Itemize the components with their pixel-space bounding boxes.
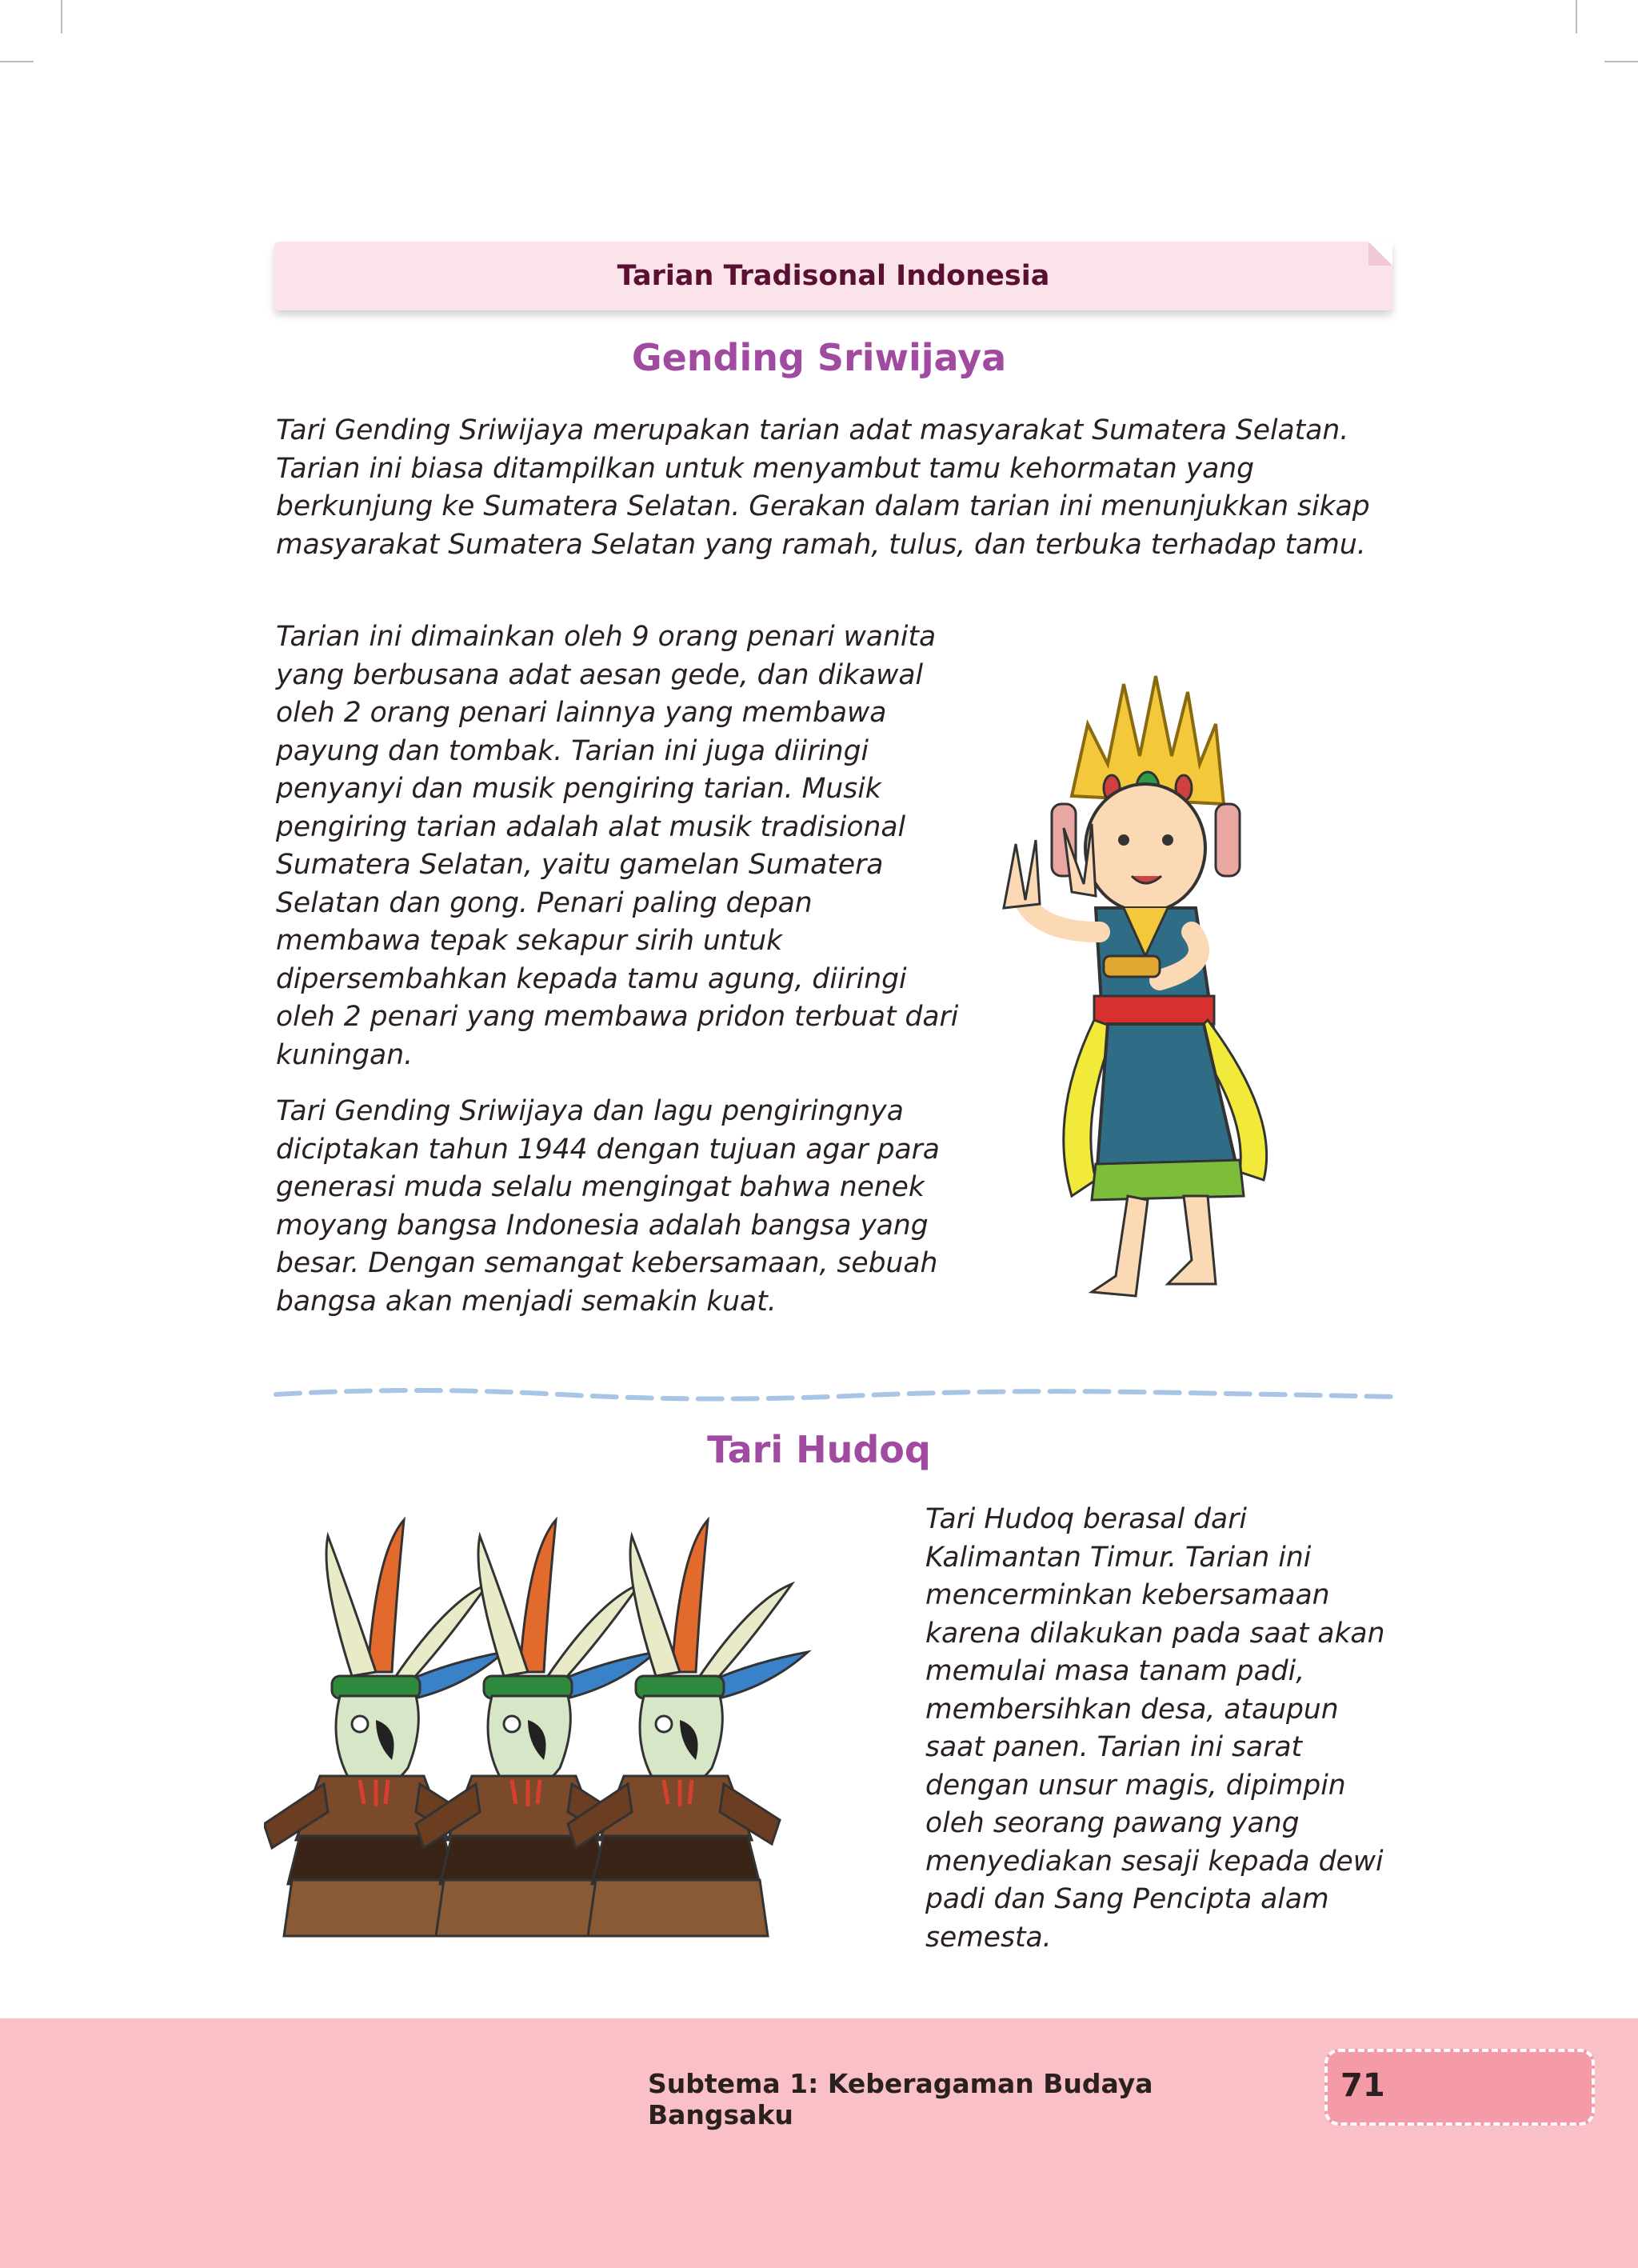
footer-subtheme: Subtema 1: Keberagaman Budaya Bangsaku	[648, 2068, 1153, 2130]
crop-mark	[1576, 0, 1577, 34]
hudoq-dancers-illustration	[264, 1504, 872, 1952]
paragraph-history: Tari Gending Sriwijaya dan lagu pengiringnya diciptakan tahun 1944 dengan tujuan agar para generasi muda selalu mengingat bahwa nenek moyang bangsa Indonesia adalah bangsa yang besar. Dengan semangat kebersamaan, sebuah bangsa akan menjadi semakin kuat.	[276, 1095, 940, 1318]
crop-mark	[0, 61, 34, 62]
crop-mark	[61, 0, 62, 34]
crop-mark	[1604, 61, 1638, 62]
gending-sriwijaya-dancer-illustration	[976, 668, 1304, 1308]
section-title-tari-hudoq: Tari Hudoq	[707, 1428, 931, 1471]
section-title-gending-sriwijaya: Gending Sriwijaya	[631, 336, 1007, 379]
banner-title: Tarian Tradisonal Indonesia	[617, 260, 1050, 292]
banner-fold	[1368, 242, 1392, 266]
section-divider	[272, 1382, 1400, 1406]
topic-banner	[274, 242, 1392, 310]
paragraph-dancers: Tarian ini dimainkan oleh 9 orang penari wanita yang berbusana adat aesan gede, dan dikawal oleh 2 orang penari lainnya yang membawa payung dan tombak. Tarian ini juga diiringi penyanyi dan musik pengiring tarian. Musik pengiring tarian adalah alat musik tradisional Sumatera Selatan, yaitu gamelan Sumatera Selatan dan gong. Penari paling depan membawa tepak sekapur sirih untuk dipersembahkan kepada tamu agung, diiringi oleh 2 penari yang membawa pridon terbuat dari kuningan.	[276, 621, 959, 1071]
page-number: 71	[1340, 2067, 1385, 2104]
paragraph-hudoq: Tari Hudoq berasal dari Kalimantan Timur. Tarian ini mencerminkan kebersamaan karena dilakukan pada saat akan memulai masa tanam padi, membersihkan desa, ataupun saat panen. Tarian ini sarat dengan unsur magis, dipimpin oleh seorang pawang yang menyediakan sesaji kepada dewi padi dan Sang Pencipta alam semesta.	[925, 1503, 1385, 1954]
paragraph-intro: Tari Gending Sriwijaya merupakan tarian adat masyarakat Sumatera Selatan. Tarian ini biasa ditampilkan untuk menyambut tamu kehormatan yang berkunjung ke Sumatera Selatan. Gerakan dalam tarian ini menunjukkan sikap masyarakat Sumatera Selatan yang ramah, tulus, dan terbuka terhadap tamu.	[276, 414, 1370, 561]
